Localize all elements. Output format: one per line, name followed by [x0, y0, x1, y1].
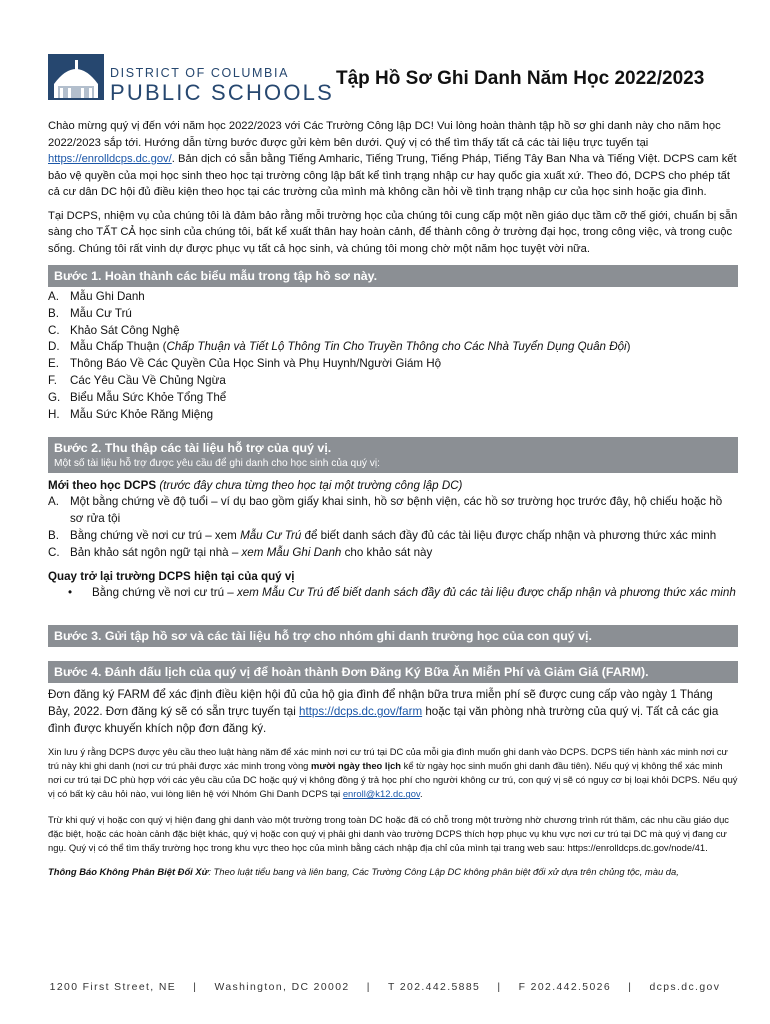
enroll-link[interactable]: https://enrolldcps.dc.gov/	[48, 153, 172, 165]
list-item: B. Mẫu Cư Trú	[48, 306, 132, 320]
list-item: E. Thông Báo Về Các Quyền Của Học Sinh và Phụ Huynh/Người Giám Hộ	[48, 357, 442, 371]
footer-separator: |	[628, 982, 633, 993]
boundary-note: Trừ khi quý vị hoặc con quý vị hiện đang ghi danh vào một trường trong toàn DC hoặc đã có chỗ trong một trường nhờ chương trình rút thăm, các nhu cầu giáo dục đặc biệt, hoặc các hoàn cảnh đặc biệt khác, quý vị hoặc con quý vị phải ghi danh vào trường DCPS thích hợp phục vụ khu vực nơi cư trú tại DC mà quý vị đang cư ngụ. Quý vị có thể tìm thấy trường học trong khu vực theo học của mình bằng cách nhập địa chỉ của mình tại trang web sau: https://enrolldcps.dc.gov/node/41.	[48, 814, 729, 854]
step2-heading	[48, 437, 738, 473]
step2-subtitle: Một số tài liệu hỗ trợ được yêu cầu để ghi danh cho học sinh của quý vị:	[54, 458, 380, 470]
capitol-dome-icon	[48, 44, 108, 106]
document-page	[48, 44, 738, 879]
logo-line-2: PUBLIC SCHOOLS	[110, 80, 334, 105]
footer-city: Washington, DC 20002	[214, 982, 350, 993]
list-item: B. Bằng chứng về nơi cư trú – xem Mẫu Cư Trú để biết danh sách đầy đủ các tài liệu được chấp nhận và phương thức xác minh	[48, 528, 717, 542]
step1-list	[48, 289, 738, 423]
list-item: • Bằng chứng về nơi cư trú – xem Mẫu Cư Trú để biết danh sách đầy đủ các tài liệu được chấp nhận và phương thức xác minh	[67, 585, 736, 599]
nondiscrimination-note: Thông Báo Không Phân Biệt Đối Xử: Theo luật tiểu bang và liên bang, Các Trường Công Lập DC không phân biệt đối xử dựa trên chủng tộc, màu da,	[48, 866, 679, 878]
list-item: F. Các Yêu Cầu Về Chủng Ngừa	[48, 373, 226, 387]
step2-list	[48, 494, 738, 561]
returning-students-label: Quay trở lại trường DCPS hiện tại của quý vị	[48, 569, 295, 583]
farm-link[interactable]: https://dcps.dc.gov/farm	[299, 705, 423, 719]
footer-fax: F 202.442.5026	[518, 982, 612, 993]
step2-title: Bước 2. Thu thập các tài liệu hỗ trợ của quý vị.	[54, 441, 332, 456]
intro-text-b: . Bản dịch có sẵn bằng Tiếng Amharic, Tiếng Trung, Tiếng Pháp, Tiếng Tây Ban Nha và Tiếng Việt. DCPS cam kết bảo vệ quyền của mọi học sinh theo học tại trường công lập bất kể tình trạng nhập cư hay quốc gia xuất xứ. Theo đó, DCPS cho phép tất cả cư dân DC hội đủ điều kiện theo học tại các trường của mình mà không cần hỏi về tình trạng nhập cư của học sinh hoặc gia đình.	[48, 153, 737, 198]
page-title: Tập Hồ Sơ Ghi Danh Năm Học 2022/2023	[336, 68, 705, 89]
footer	[0, 982, 770, 993]
footer-separator: |	[497, 982, 502, 993]
enroll-email-link[interactable]: enroll@k12.dc.gov	[342, 788, 420, 800]
returning-list	[48, 585, 738, 602]
list-item: C. Bản khảo sát ngôn ngữ tại nhà – xem Mẫu Ghi Danh cho khảo sát này	[48, 545, 433, 559]
list-item: H. Mẫu Sức Khỏe Răng Miệng	[48, 407, 214, 421]
list-item: G. Biểu Mẫu Sức Khỏe Tổng Thể	[48, 390, 227, 404]
list-item: A. Mẫu Ghi Danh	[48, 290, 145, 303]
logo-line-1: DISTRICT OF COLUMBIA	[110, 66, 290, 80]
residency-note: Xin lưu ý rằng DCPS được yêu cầu theo luật hàng năm để xác minh nơi cư trú tại DC của mỗi gia đình muốn ghi danh vào DCPS. DCPS tiến hành xác minh nơi cư trú này khi ghi danh (nơi cư trú phải được xác minh trong vòng mười ngày theo lịch kể từ ngày học sinh muốn ghi danh đầu tiên). Nếu quý vị không thể xác minh nơi cư trú tại DC phù hợp với các yêu cầu của DC hoặc quý vị không đồng ý trả học phí cho người không cư trú, con quý vị sẽ có nguy cơ bị loại khỏi DCPS. Nếu quý vị có bất kỳ câu hỏi nào, vui lòng liên hệ với Nhóm Ghi Danh DCPS tại enroll@k12.dc.gov.	[48, 746, 738, 800]
step3-heading: Bước 3. Gửi tập hồ sơ và các tài liệu hỗ trợ cho nhóm ghi danh trường học của con quý vị.	[48, 625, 738, 647]
footer-website: dcps.dc.gov	[649, 982, 721, 993]
intro-paragraph-2: Tại DCPS, nhiệm vụ của chúng tôi là đảm bảo rằng mỗi trường học của chúng tôi cung cấp một nền giáo dục tầm cỡ thế giới, chuẩn bị sẵn sàng cho TẤT CẢ học sinh của chúng tôi, bất kể xuất thân hay hoàn cảnh, để thành công ở trường đại học, trong công việc, và trong cuộc sống. Chúng tôi rất vinh dự được phục vụ tất cả học sinh, và chúng tôi mong chờ một năm học tuyệt vời nữa.	[48, 209, 738, 255]
footer-address: 1200 First Street, NE	[49, 982, 177, 993]
footer-separator: |	[366, 982, 371, 993]
list-item: C. Khảo Sát Công Nghệ	[48, 323, 180, 337]
header	[48, 44, 738, 106]
farm-paragraph: Đơn đăng ký FARM để xác định điều kiện hội đủ của hộ gia đình để nhận bữa trưa miễn phí sẽ được cung cấp vào ngày 1 Tháng Bảy, 2022. Đơn đăng ký sẽ có sẵn trực tuyến tại https://dcps.dc.gov/farm hoặc tại văn phòng nhà trường của quý vị. Tất cả các gia đình được khuyến khích nộp đơn đăng ký.	[48, 688, 719, 736]
intro-text-a: Chào mừng quý vị đến với năm học 2022/2023 với Các Trường Công lập DC! Vui lòng hoàn thành tập hồ sơ ghi danh này cho năm học 2022/2023 sắp tới. Hướng dẫn từng bước được gửi kèm bên dưới. Quý vị có thể tìm thấy tất cả các tài liệu trực tuyến tại	[48, 120, 721, 149]
new-students-label: Mới theo học DCPS (trước đây chưa từng theo học tại một trường công lập DC)	[48, 479, 463, 493]
dcps-logo	[48, 44, 338, 106]
step4-heading: Bước 4. Đánh dấu lịch của quý vị để hoàn thành Đơn Đăng Ký Bữa Ăn Miễn Phí và Giảm Giá (FARM).	[48, 661, 738, 683]
footer-separator: |	[193, 982, 198, 993]
intro-paragraph-1	[48, 118, 738, 201]
list-item: A. Một bằng chứng về độ tuổi – ví dụ bao gồm giấy khai sinh, hồ sơ bệnh viện, các hồ sơ trường học trước đây, hộ chiếu hoặc hồ sơ rửa tội	[48, 495, 723, 526]
step1-heading: Bước 1. Hoàn thành các biểu mẫu trong tập hồ sơ này.	[48, 265, 738, 287]
footer-phone: T 202.442.5885	[387, 982, 481, 993]
list-item: D. Mẫu Chấp Thuận (Chấp Thuận và Tiết Lộ Thông Tin Cho Truyền Thông cho Các Nhà Tuyển Dụng Quân Đội)	[48, 340, 631, 354]
